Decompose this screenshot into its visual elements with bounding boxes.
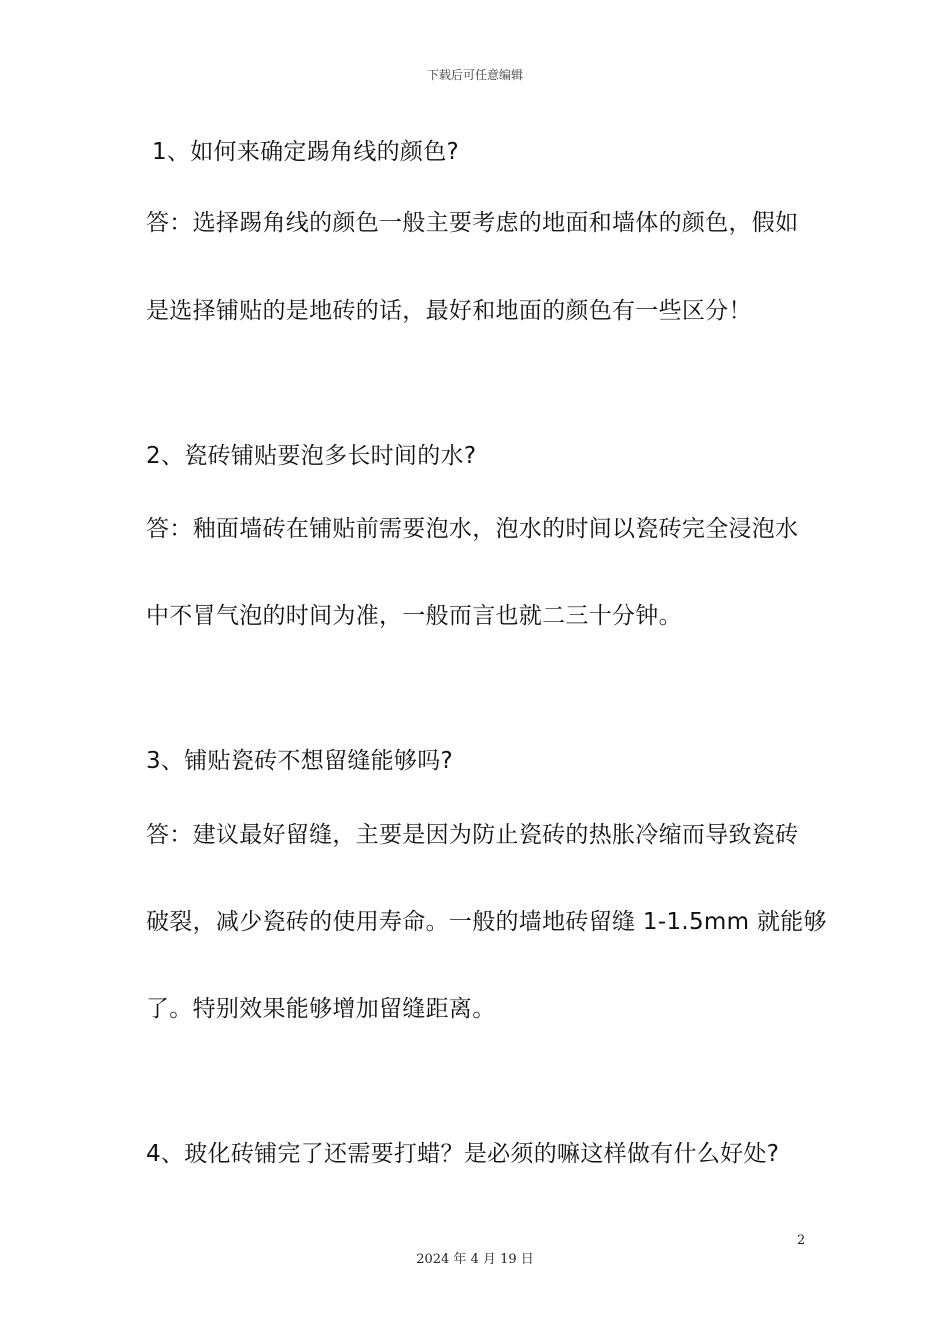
- question-3: 3、铺贴瓷砖不想留缝能够吗?: [146, 748, 454, 774]
- page-header: 下载后可任意编辑: [426, 68, 523, 82]
- answer-1-line-1: 答：选择踢角线的颜色一般主要考虑的地面和墙体的颜色，假如: [146, 210, 799, 236]
- question-2: 2、瓷砖铺贴要泡多长时间的水?: [146, 443, 477, 469]
- answer-3-line-2: 破裂，减少瓷砖的使用寿命。一般的墙地砖留缝 1-1.5mm 就能够: [146, 909, 827, 935]
- answer-3-line-3: 了。特别效果能够增加留缝距离。: [146, 996, 496, 1022]
- question-1: 1、如何来确定踢角线的颜色?: [152, 139, 460, 165]
- answer-3-line-1: 答：建议最好留缝，主要是因为防止瓷砖的热胀冷缩而导致瓷砖: [146, 822, 799, 848]
- answer-2-line-2: 中不冒气泡的时间为准，一般而言也就二三十分钟。: [146, 603, 682, 629]
- answer-1-line-2: 是选择铺贴的是地砖的话，最好和地面的颜色有一些区分！: [146, 298, 752, 324]
- answer-2-line-1: 答：釉面墙砖在铺贴前需要泡水，泡水的时间以瓷砖完全浸泡水: [146, 516, 799, 542]
- page-number: 2: [797, 1233, 806, 1248]
- question-4: 4、玻化砖铺完了还需要打蜡？是必须的嘛这样做有什么好处?: [146, 1141, 780, 1167]
- page-footer-date: 2024 年 4 月 19 日: [416, 1252, 534, 1267]
